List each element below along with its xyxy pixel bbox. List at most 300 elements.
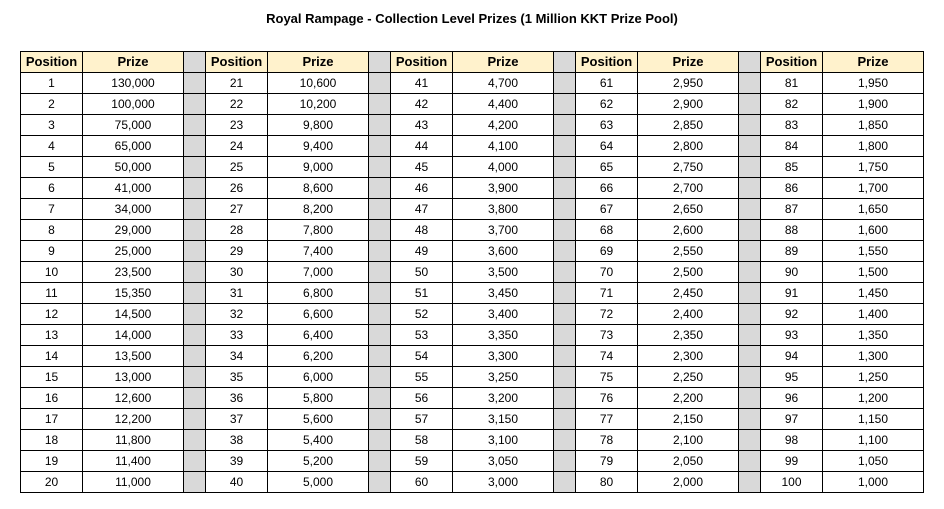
prize-cell: 2,450 — [638, 283, 739, 304]
column-separator — [554, 346, 576, 367]
prize-cell: 1,400 — [823, 304, 924, 325]
position-cell: 8 — [21, 220, 83, 241]
prize-cell: 1,750 — [823, 157, 924, 178]
prize-cell: 10,200 — [268, 94, 369, 115]
prize-cell: 34,000 — [83, 199, 184, 220]
position-cell: 21 — [206, 73, 268, 94]
column-separator — [739, 199, 761, 220]
table-row — [21, 220, 924, 241]
prize-cell: 100,000 — [83, 94, 184, 115]
column-separator — [554, 325, 576, 346]
prize-cell: 2,150 — [638, 409, 739, 430]
column-separator — [739, 178, 761, 199]
position-cell: 25 — [206, 157, 268, 178]
position-cell: 17 — [21, 409, 83, 430]
position-cell: 51 — [391, 283, 453, 304]
column-separator — [369, 220, 391, 241]
column-separator — [554, 136, 576, 157]
prize-cell: 9,000 — [268, 157, 369, 178]
column-separator — [554, 199, 576, 220]
prize-cell: 12,200 — [83, 409, 184, 430]
position-cell: 81 — [761, 73, 823, 94]
position-cell: 44 — [391, 136, 453, 157]
column-separator — [369, 136, 391, 157]
table-row — [21, 388, 924, 409]
prize-cell: 130,000 — [83, 73, 184, 94]
column-separator — [554, 367, 576, 388]
table-row — [21, 304, 924, 325]
position-cell: 40 — [206, 472, 268, 493]
header-position: Position — [206, 52, 268, 73]
column-separator — [554, 388, 576, 409]
prize-cell: 7,400 — [268, 241, 369, 262]
prize-cell: 6,000 — [268, 367, 369, 388]
column-separator — [554, 409, 576, 430]
position-cell: 41 — [391, 73, 453, 94]
position-cell: 36 — [206, 388, 268, 409]
prize-cell: 2,400 — [638, 304, 739, 325]
position-cell: 13 — [21, 325, 83, 346]
prize-cell: 2,750 — [638, 157, 739, 178]
prize-cell: 13,000 — [83, 367, 184, 388]
prize-cell: 3,500 — [453, 262, 554, 283]
prize-cell: 6,400 — [268, 325, 369, 346]
header-position: Position — [576, 52, 638, 73]
prize-cell: 3,900 — [453, 178, 554, 199]
prize-cell: 4,400 — [453, 94, 554, 115]
table-row — [21, 451, 924, 472]
position-cell: 39 — [206, 451, 268, 472]
position-cell: 74 — [576, 346, 638, 367]
column-separator — [369, 304, 391, 325]
table-row — [21, 241, 924, 262]
prize-cell: 1,200 — [823, 388, 924, 409]
position-cell: 49 — [391, 241, 453, 262]
column-separator — [739, 262, 761, 283]
position-cell: 76 — [576, 388, 638, 409]
column-separator — [739, 52, 761, 73]
column-separator — [369, 199, 391, 220]
column-separator — [369, 262, 391, 283]
column-separator — [184, 262, 206, 283]
position-cell: 43 — [391, 115, 453, 136]
table-row — [21, 199, 924, 220]
position-cell: 85 — [761, 157, 823, 178]
position-cell: 53 — [391, 325, 453, 346]
position-cell: 84 — [761, 136, 823, 157]
column-separator — [184, 220, 206, 241]
prize-cell: 11,400 — [83, 451, 184, 472]
prize-cell: 7,000 — [268, 262, 369, 283]
table-row — [21, 283, 924, 304]
position-cell: 16 — [21, 388, 83, 409]
prize-cell: 1,500 — [823, 262, 924, 283]
prize-cell: 1,250 — [823, 367, 924, 388]
prize-cell: 25,000 — [83, 241, 184, 262]
position-cell: 42 — [391, 94, 453, 115]
prize-cell: 2,300 — [638, 346, 739, 367]
prize-cell: 4,700 — [453, 73, 554, 94]
header-prize: Prize — [83, 52, 184, 73]
prize-cell: 3,050 — [453, 451, 554, 472]
prize-cell: 1,700 — [823, 178, 924, 199]
prize-cell: 5,000 — [268, 472, 369, 493]
column-separator — [554, 304, 576, 325]
position-cell: 60 — [391, 472, 453, 493]
prize-cell: 8,200 — [268, 199, 369, 220]
prize-cell: 2,100 — [638, 430, 739, 451]
prize-cell: 29,000 — [83, 220, 184, 241]
table-row — [21, 472, 924, 493]
column-separator — [739, 241, 761, 262]
prize-cell: 6,600 — [268, 304, 369, 325]
position-cell: 14 — [21, 346, 83, 367]
header-position: Position — [21, 52, 83, 73]
position-cell: 97 — [761, 409, 823, 430]
column-separator — [739, 283, 761, 304]
position-cell: 68 — [576, 220, 638, 241]
position-cell: 56 — [391, 388, 453, 409]
column-separator — [184, 325, 206, 346]
column-separator — [554, 451, 576, 472]
prize-cell: 1,150 — [823, 409, 924, 430]
prize-cell: 4,200 — [453, 115, 554, 136]
position-cell: 48 — [391, 220, 453, 241]
table-row — [21, 430, 924, 451]
prize-cell: 2,950 — [638, 73, 739, 94]
column-separator — [739, 325, 761, 346]
position-cell: 57 — [391, 409, 453, 430]
position-cell: 52 — [391, 304, 453, 325]
position-cell: 1 — [21, 73, 83, 94]
column-separator — [554, 178, 576, 199]
position-cell: 94 — [761, 346, 823, 367]
prize-cell: 6,200 — [268, 346, 369, 367]
position-cell: 89 — [761, 241, 823, 262]
position-cell: 98 — [761, 430, 823, 451]
column-separator — [554, 94, 576, 115]
prize-cell: 3,150 — [453, 409, 554, 430]
column-separator — [554, 241, 576, 262]
prize-cell: 1,100 — [823, 430, 924, 451]
position-cell: 38 — [206, 430, 268, 451]
prize-cell: 2,200 — [638, 388, 739, 409]
prize-cell: 3,450 — [453, 283, 554, 304]
position-cell: 86 — [761, 178, 823, 199]
column-separator — [184, 304, 206, 325]
prize-cell: 2,000 — [638, 472, 739, 493]
prize-cell: 23,500 — [83, 262, 184, 283]
position-cell: 59 — [391, 451, 453, 472]
prize-cell: 13,500 — [83, 346, 184, 367]
column-separator — [554, 157, 576, 178]
prize-cell: 50,000 — [83, 157, 184, 178]
position-cell: 62 — [576, 94, 638, 115]
column-separator — [184, 178, 206, 199]
header-prize: Prize — [823, 52, 924, 73]
position-cell: 70 — [576, 262, 638, 283]
position-cell: 23 — [206, 115, 268, 136]
prize-cell: 1,350 — [823, 325, 924, 346]
position-cell: 88 — [761, 220, 823, 241]
prize-cell: 1,600 — [823, 220, 924, 241]
table-row — [21, 157, 924, 178]
column-separator — [554, 115, 576, 136]
column-separator — [554, 73, 576, 94]
column-separator — [369, 73, 391, 94]
header-position: Position — [761, 52, 823, 73]
column-separator — [184, 367, 206, 388]
prize-cell: 2,550 — [638, 241, 739, 262]
position-cell: 80 — [576, 472, 638, 493]
prize-cell: 4,100 — [453, 136, 554, 157]
column-separator — [739, 346, 761, 367]
prize-cell: 1,300 — [823, 346, 924, 367]
prize-cell: 65,000 — [83, 136, 184, 157]
position-cell: 95 — [761, 367, 823, 388]
column-separator — [184, 52, 206, 73]
column-separator — [369, 52, 391, 73]
position-cell: 66 — [576, 178, 638, 199]
position-cell: 92 — [761, 304, 823, 325]
column-separator — [739, 409, 761, 430]
prize-cell: 15,350 — [83, 283, 184, 304]
column-separator — [554, 220, 576, 241]
column-separator — [739, 73, 761, 94]
position-cell: 77 — [576, 409, 638, 430]
position-cell: 31 — [206, 283, 268, 304]
prize-cell: 3,700 — [453, 220, 554, 241]
prize-cell: 1,950 — [823, 73, 924, 94]
column-separator — [369, 157, 391, 178]
position-cell: 29 — [206, 241, 268, 262]
column-separator — [739, 367, 761, 388]
prize-cell: 14,500 — [83, 304, 184, 325]
position-cell: 64 — [576, 136, 638, 157]
column-separator — [369, 472, 391, 493]
position-cell: 46 — [391, 178, 453, 199]
prize-cell: 3,800 — [453, 199, 554, 220]
column-separator — [739, 430, 761, 451]
position-cell: 30 — [206, 262, 268, 283]
position-cell: 87 — [761, 199, 823, 220]
position-cell: 47 — [391, 199, 453, 220]
position-cell: 27 — [206, 199, 268, 220]
column-separator — [554, 430, 576, 451]
prize-cell: 6,800 — [268, 283, 369, 304]
column-separator — [184, 115, 206, 136]
column-separator — [184, 136, 206, 157]
page-title: Royal Rampage - Collection Level Prizes (1 Million KKT Prize Pool) — [266, 11, 678, 26]
column-separator — [184, 157, 206, 178]
position-cell: 26 — [206, 178, 268, 199]
column-separator — [369, 283, 391, 304]
prize-cell: 7,800 — [268, 220, 369, 241]
position-cell: 22 — [206, 94, 268, 115]
prize-cell: 41,000 — [83, 178, 184, 199]
header-position: Position — [391, 52, 453, 73]
column-separator — [739, 157, 761, 178]
position-cell: 6 — [21, 178, 83, 199]
column-separator — [369, 178, 391, 199]
column-separator — [739, 388, 761, 409]
position-cell: 34 — [206, 346, 268, 367]
column-separator — [184, 73, 206, 94]
prize-cell: 1,900 — [823, 94, 924, 115]
header-prize: Prize — [638, 52, 739, 73]
position-cell: 45 — [391, 157, 453, 178]
position-cell: 82 — [761, 94, 823, 115]
position-cell: 73 — [576, 325, 638, 346]
position-cell: 96 — [761, 388, 823, 409]
prize-cell: 2,500 — [638, 262, 739, 283]
position-cell: 2 — [21, 94, 83, 115]
table-row — [21, 136, 924, 157]
prize-cell: 5,800 — [268, 388, 369, 409]
prize-cell: 5,600 — [268, 409, 369, 430]
prize-cell: 2,800 — [638, 136, 739, 157]
position-cell: 65 — [576, 157, 638, 178]
position-cell: 72 — [576, 304, 638, 325]
column-separator — [739, 220, 761, 241]
position-cell: 5 — [21, 157, 83, 178]
position-cell: 91 — [761, 283, 823, 304]
column-separator — [369, 115, 391, 136]
position-cell: 35 — [206, 367, 268, 388]
prize-cell: 3,600 — [453, 241, 554, 262]
column-separator — [369, 346, 391, 367]
position-cell: 9 — [21, 241, 83, 262]
prize-cell: 3,100 — [453, 430, 554, 451]
prize-cell: 1,050 — [823, 451, 924, 472]
prize-cell: 5,200 — [268, 451, 369, 472]
prize-cell: 5,400 — [268, 430, 369, 451]
table-row — [21, 73, 924, 94]
prize-cell: 2,700 — [638, 178, 739, 199]
column-separator — [739, 472, 761, 493]
header-prize: Prize — [268, 52, 369, 73]
prize-cell: 75,000 — [83, 115, 184, 136]
prize-cell: 1,000 — [823, 472, 924, 493]
column-separator — [184, 472, 206, 493]
position-cell: 100 — [761, 472, 823, 493]
position-cell: 32 — [206, 304, 268, 325]
position-cell: 10 — [21, 262, 83, 283]
prize-cell: 2,250 — [638, 367, 739, 388]
position-cell: 33 — [206, 325, 268, 346]
position-cell: 79 — [576, 451, 638, 472]
column-separator — [739, 94, 761, 115]
table-row — [21, 346, 924, 367]
column-separator — [739, 451, 761, 472]
position-cell: 83 — [761, 115, 823, 136]
prize-cell: 12,600 — [83, 388, 184, 409]
column-separator — [184, 451, 206, 472]
prize-cell: 11,000 — [83, 472, 184, 493]
prize-cell: 2,350 — [638, 325, 739, 346]
column-separator — [184, 94, 206, 115]
table-row — [21, 94, 924, 115]
position-cell: 24 — [206, 136, 268, 157]
position-cell: 71 — [576, 283, 638, 304]
prize-cell: 3,250 — [453, 367, 554, 388]
column-separator — [184, 430, 206, 451]
table-row — [21, 115, 924, 136]
column-separator — [184, 409, 206, 430]
table-row — [21, 178, 924, 199]
prize-cell: 3,300 — [453, 346, 554, 367]
position-cell: 50 — [391, 262, 453, 283]
column-separator — [739, 304, 761, 325]
column-separator — [369, 409, 391, 430]
column-separator — [184, 283, 206, 304]
position-cell: 99 — [761, 451, 823, 472]
prize-cell: 1,850 — [823, 115, 924, 136]
position-cell: 4 — [21, 136, 83, 157]
column-separator — [369, 451, 391, 472]
prize-cell: 14,000 — [83, 325, 184, 346]
position-cell: 75 — [576, 367, 638, 388]
prize-cell: 2,050 — [638, 451, 739, 472]
prize-cell: 1,800 — [823, 136, 924, 157]
column-separator — [369, 241, 391, 262]
column-separator — [369, 325, 391, 346]
position-cell: 7 — [21, 199, 83, 220]
position-cell: 12 — [21, 304, 83, 325]
column-separator — [554, 262, 576, 283]
column-separator — [184, 199, 206, 220]
prize-cell: 9,800 — [268, 115, 369, 136]
prize-cell: 3,000 — [453, 472, 554, 493]
position-cell: 67 — [576, 199, 638, 220]
column-separator — [554, 472, 576, 493]
prize-table — [20, 51, 924, 493]
position-cell: 11 — [21, 283, 83, 304]
prize-cell: 9,400 — [268, 136, 369, 157]
position-cell: 63 — [576, 115, 638, 136]
header-prize: Prize — [453, 52, 554, 73]
table-row — [21, 409, 924, 430]
prize-cell: 3,200 — [453, 388, 554, 409]
position-cell: 61 — [576, 73, 638, 94]
column-separator — [739, 136, 761, 157]
column-separator — [554, 52, 576, 73]
position-cell: 93 — [761, 325, 823, 346]
prize-cell: 11,800 — [83, 430, 184, 451]
position-cell: 18 — [21, 430, 83, 451]
prize-cell: 3,350 — [453, 325, 554, 346]
column-separator — [369, 388, 391, 409]
column-separator — [369, 367, 391, 388]
position-cell: 28 — [206, 220, 268, 241]
column-separator — [184, 346, 206, 367]
prize-cell: 2,850 — [638, 115, 739, 136]
position-cell: 69 — [576, 241, 638, 262]
column-separator — [184, 241, 206, 262]
column-separator — [184, 388, 206, 409]
prize-cell: 3,400 — [453, 304, 554, 325]
prize-cell: 10,600 — [268, 73, 369, 94]
position-cell: 19 — [21, 451, 83, 472]
header-row — [21, 52, 924, 73]
table-row — [21, 367, 924, 388]
prize-cell: 2,600 — [638, 220, 739, 241]
table-row — [21, 262, 924, 283]
position-cell: 37 — [206, 409, 268, 430]
column-separator — [554, 283, 576, 304]
position-cell: 55 — [391, 367, 453, 388]
prize-table-body — [21, 52, 924, 493]
